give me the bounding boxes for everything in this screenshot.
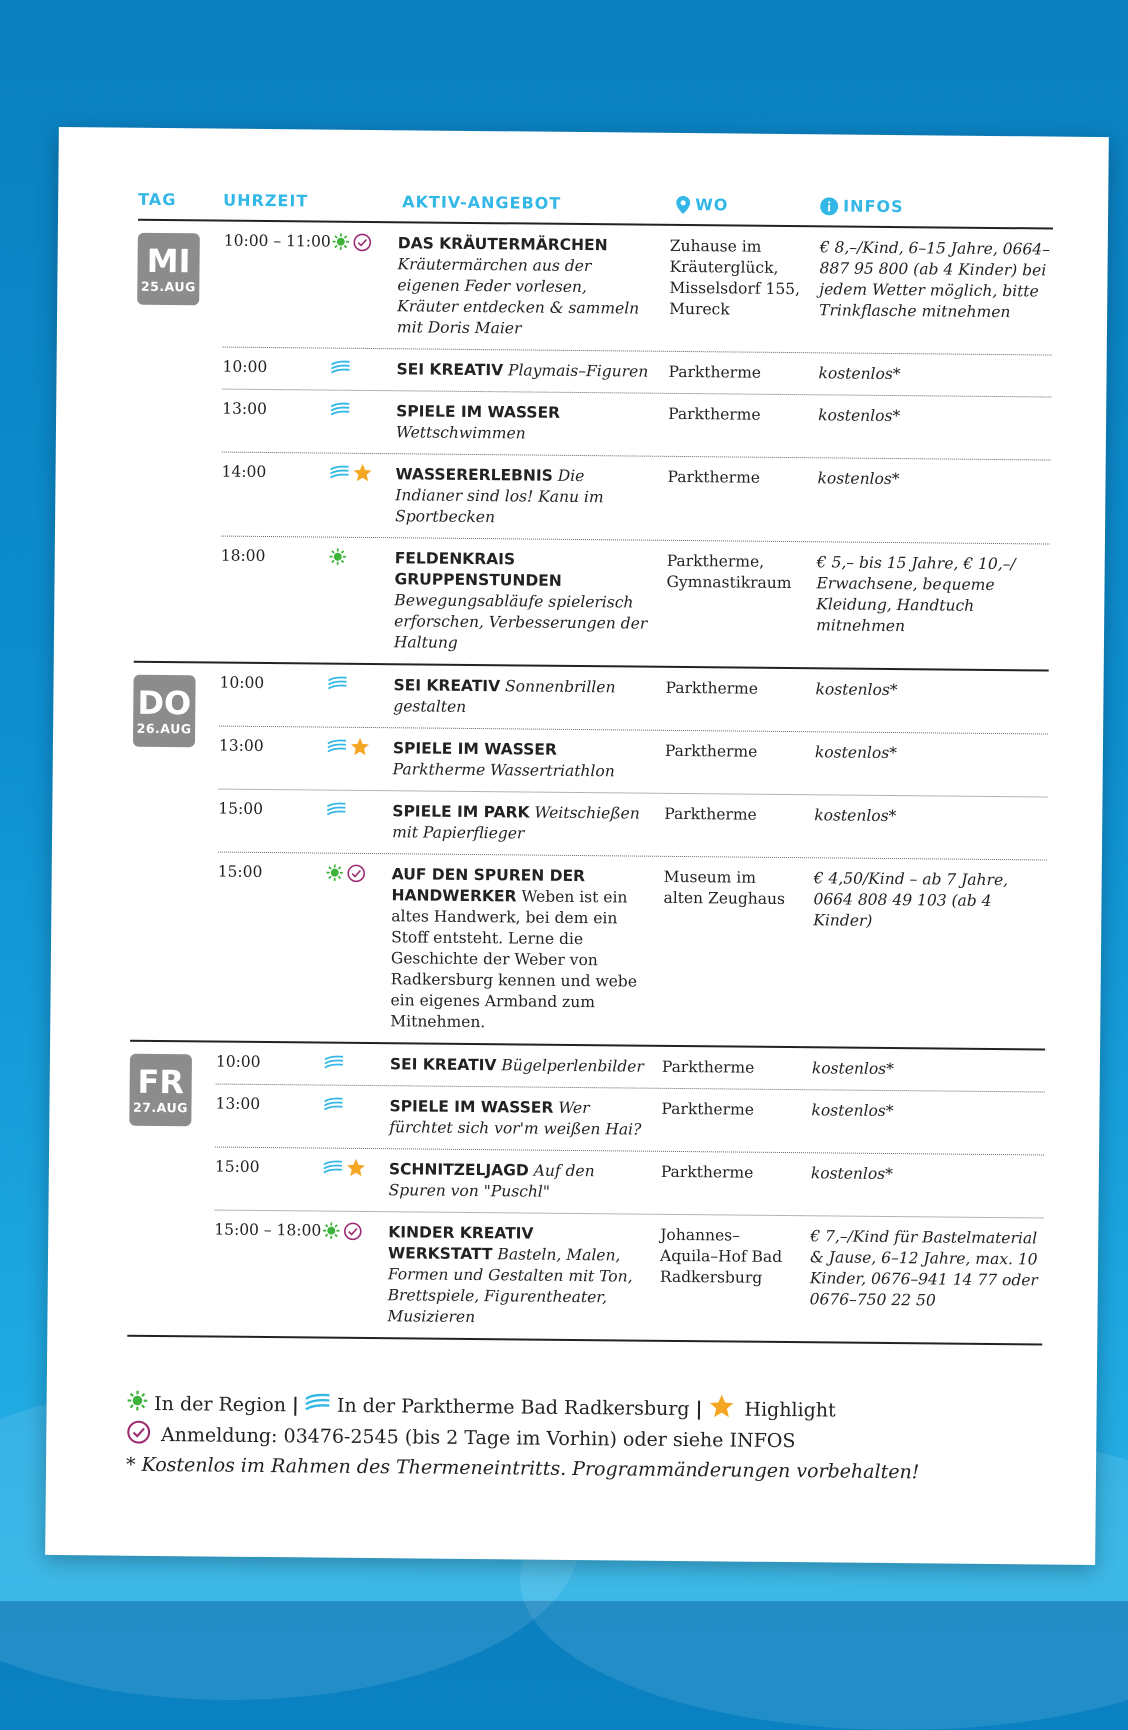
category-icons — [323, 1159, 366, 1181]
activity-description: Bügelperlenbilder — [501, 1056, 644, 1075]
activity-description: Basteln, Malen, Formen und Gestalten mit Ton, Brettspiele, Figurentheater, Musizieren — [387, 1245, 632, 1326]
location: Parktherme — [664, 804, 799, 826]
location: Parktherme — [662, 1057, 797, 1079]
location: Parktherme — [665, 678, 800, 700]
category-icons — [330, 401, 350, 423]
activity — [390, 864, 646, 1034]
activity — [393, 738, 647, 782]
table-row — [216, 853, 1047, 1049]
activity — [396, 401, 650, 445]
time: 10:00 – 11:00 — [224, 232, 331, 251]
header-wo-label: WO — [695, 195, 728, 214]
location: Parktherme — [668, 404, 803, 426]
wave-icon — [323, 1160, 343, 1180]
activity-title: SEI KREATIV — [396, 360, 503, 379]
info: € 7,–/Kind für Bastelmaterial & Jause, 6–12 Jahre, max. 10 Kinder, 0676–941 14 77 oder 0676–750 22 50 — [810, 1226, 1049, 1312]
info: kostenlos* — [817, 468, 1055, 491]
activity-description: Weben ist ein altes Handwerk, bei dem ein Stoff entsteht. Lerne die Geschichte der Weber von Radkersburg kennen und webe ein eigenes Armband zum Mitnehmen. — [390, 887, 637, 1031]
activity-description: Weitschießen mit Papierflieger — [392, 804, 640, 843]
activity-title: DAS KRÄUTERMÄRCHEN — [398, 234, 608, 254]
table-row — [221, 453, 1051, 545]
wave-icon — [329, 465, 349, 485]
activity-title: SCHNITZELJAGD — [389, 1160, 529, 1179]
location: Johannes–Aquila–Hof Bad Radkersburg — [660, 1225, 796, 1289]
day-date: 26.AUG — [133, 721, 195, 737]
activity — [389, 1096, 643, 1140]
activity-title: SPIELE IM PARK — [392, 802, 529, 821]
location: Parktherme — [665, 741, 800, 763]
check-circle-icon — [347, 863, 366, 886]
category-icons — [322, 1222, 362, 1244]
table-row — [223, 222, 1053, 356]
activity — [389, 1159, 643, 1203]
activity-title: KINDER KREATIV WERKSTATT — [388, 1223, 534, 1263]
table-row — [214, 1148, 1044, 1219]
check-circle-icon — [126, 1419, 151, 1449]
wave-icon — [327, 676, 347, 696]
time: 15:00 — [215, 1158, 260, 1176]
activity — [392, 801, 646, 845]
location: Museum im alten Zeughaus — [663, 867, 798, 910]
table-row — [218, 790, 1048, 861]
location: Parktherme — [661, 1162, 796, 1184]
location-pin-icon — [676, 195, 690, 213]
category-icons — [329, 464, 372, 486]
time: 10:00 — [216, 1053, 261, 1071]
legend-therme: In der Parktherme Bad Radkersburg — [337, 1394, 690, 1419]
activity-description: Auf den Spuren von "Puschl" — [389, 1162, 595, 1201]
table-row — [219, 664, 1049, 735]
activity-title: SEI KREATIV — [393, 676, 500, 695]
info: kostenlos* — [814, 805, 1052, 828]
wave-icon — [330, 402, 350, 422]
wave-icon — [324, 1055, 344, 1075]
info: kostenlos* — [815, 742, 1053, 765]
activity — [396, 359, 650, 382]
star-icon — [708, 1393, 734, 1424]
time: 13:00 — [219, 737, 264, 755]
time: 13:00 — [222, 400, 267, 418]
legend-separator: | — [695, 1398, 702, 1420]
header-tag: TAG — [138, 190, 176, 209]
location: Parktherme — [661, 1099, 796, 1121]
info: € 8,–/Kind, 6–15 Jahre, 0664–887 95 800 (ab 4 Kinder) bei jedem Wetter möglich, bitte Trinkflasche mitnehmen — [819, 237, 1058, 323]
info: € 5,– bis 15 Jahre, € 10,–/ Erwachsene, bequeme Kleidung, Handtuch mitnehmen — [816, 552, 1055, 638]
activity — [394, 548, 649, 655]
day-badge — [129, 1054, 192, 1127]
day-group — [127, 1042, 1045, 1346]
time: 10:00 — [222, 358, 267, 376]
sun-icon — [329, 548, 347, 570]
activity-title: SPIELE IM WASSER — [393, 739, 557, 759]
star-icon — [350, 737, 370, 761]
legend-highlight: Highlight — [744, 1398, 835, 1421]
activity-title: FELDENKRAIS GRUPPENSTUNDEN — [394, 549, 561, 590]
star-icon — [346, 1158, 366, 1182]
day-badge — [137, 233, 200, 306]
day-date: 25.AUG — [137, 279, 199, 295]
legend-note: * Kostenlos im Rahmen des Thermeneintritts. Programmänderungen vorbehalten! — [126, 1450, 1026, 1490]
day-badge — [133, 675, 196, 748]
table-row — [213, 1211, 1043, 1344]
sun-icon — [127, 1390, 149, 1417]
info: kostenlos* — [811, 1100, 1049, 1123]
category-icons — [326, 801, 346, 823]
activity-title: SPIELE IM WASSER — [396, 402, 560, 422]
info: kostenlos* — [815, 679, 1053, 702]
activity — [393, 675, 647, 719]
category-icons — [332, 233, 372, 255]
activity-description: Parktherme Wassertriathlon — [393, 760, 615, 780]
activity-title: SEI KREATIV — [390, 1055, 497, 1074]
day-abbrev: DO — [133, 685, 195, 722]
activity-title: WASSERERLEBNIS — [395, 465, 552, 485]
location: Parktherme — [667, 467, 802, 489]
day-group — [134, 221, 1053, 672]
time: 15:00 — [218, 800, 263, 818]
legend-separator: | — [292, 1394, 299, 1416]
info: € 4,50/Kind – ab 7 Jahre, 0664 808 49 103 (ab 4 Kinder) — [813, 868, 1052, 933]
location: Parktherme — [668, 362, 803, 384]
legend-anmeldung: Anmeldung: 03476-2545 (bis 2 Tage im Vorhin) oder siehe INFOS — [161, 1424, 796, 1452]
day-date: 27.AUG — [129, 1100, 191, 1116]
category-icons — [326, 864, 366, 886]
activity-description: Die Indianer sind los! Kanu im Sportbecken — [395, 467, 604, 526]
wave-icon — [305, 1392, 331, 1418]
time: 15:00 – 18:00 — [214, 1221, 321, 1240]
wave-icon — [326, 802, 346, 822]
sun-icon — [326, 864, 344, 886]
time: 14:00 — [221, 463, 266, 481]
legend-region: In der Region — [154, 1392, 286, 1415]
check-circle-icon — [353, 232, 372, 255]
activity — [390, 1054, 644, 1077]
activity-description: Kräutermärchen aus der eigenen Feder vorlesen, Kräuter entdecken & sammeln mit Doris Maier — [397, 255, 639, 337]
header-angebot: AKTIV-ANGEBOT — [402, 192, 561, 213]
activity — [397, 233, 652, 340]
time: 15:00 — [218, 863, 263, 881]
activity-description: Wettschwimmen — [396, 423, 526, 442]
location: Zuhause im Kräuterglück, Misselsdorf 155, Mureck — [669, 236, 805, 321]
info: kostenlos* — [811, 1163, 1049, 1186]
program-sheet — [45, 127, 1109, 1565]
time: 10:00 — [219, 674, 264, 692]
wave-icon — [323, 1097, 343, 1117]
info: kostenlos* — [818, 363, 1056, 386]
activity-title: SPIELE IM WASSER — [389, 1097, 553, 1117]
category-icons — [323, 1096, 343, 1118]
info: kostenlos* — [812, 1058, 1050, 1081]
sun-icon — [322, 1222, 340, 1244]
activity — [387, 1222, 642, 1329]
table-row — [222, 390, 1052, 461]
category-icons — [327, 675, 347, 697]
activity-description: Bewegungsabläufe spielerisch erforschen, Verbesserungen der Haltung — [394, 591, 647, 652]
wave-icon — [330, 360, 350, 380]
header-wo — [676, 195, 728, 215]
activity-description: Wer fürchtet sich vor'm weißen Hai? — [389, 1099, 641, 1139]
activity-title: AUF DEN SPUREN DER HANDWERKER — [391, 865, 585, 905]
info-icon — [820, 197, 838, 215]
day-group — [130, 663, 1049, 1051]
activity — [395, 464, 650, 529]
activity-description: Playmais–Figuren — [508, 361, 648, 380]
category-icons — [329, 548, 347, 570]
category-icons — [327, 738, 370, 760]
table-row — [219, 727, 1049, 798]
category-icons — [324, 1054, 344, 1076]
day-abbrev: FR — [130, 1064, 192, 1101]
check-circle-icon — [343, 1221, 362, 1244]
header-uhrzeit: UHRZEIT — [223, 191, 308, 211]
wave-icon — [327, 739, 347, 759]
program-table — [127, 186, 1053, 1346]
header-infos — [820, 196, 904, 216]
legend — [126, 1388, 1027, 1490]
info: kostenlos* — [818, 405, 1056, 428]
table-row — [215, 1085, 1045, 1156]
activity-description: Sonnenbrillen gestalten — [393, 677, 615, 716]
time: 13:00 — [215, 1095, 260, 1113]
time: 18:00 — [221, 547, 266, 565]
day-groups — [127, 221, 1053, 1346]
table-row — [220, 537, 1050, 670]
sun-icon — [332, 233, 350, 255]
day-abbrev: MI — [137, 243, 199, 280]
category-icons — [330, 359, 350, 381]
header-infos-label: INFOS — [843, 197, 904, 217]
star-icon — [352, 463, 372, 487]
location: Parktherme, Gymnastikraum — [666, 551, 801, 594]
